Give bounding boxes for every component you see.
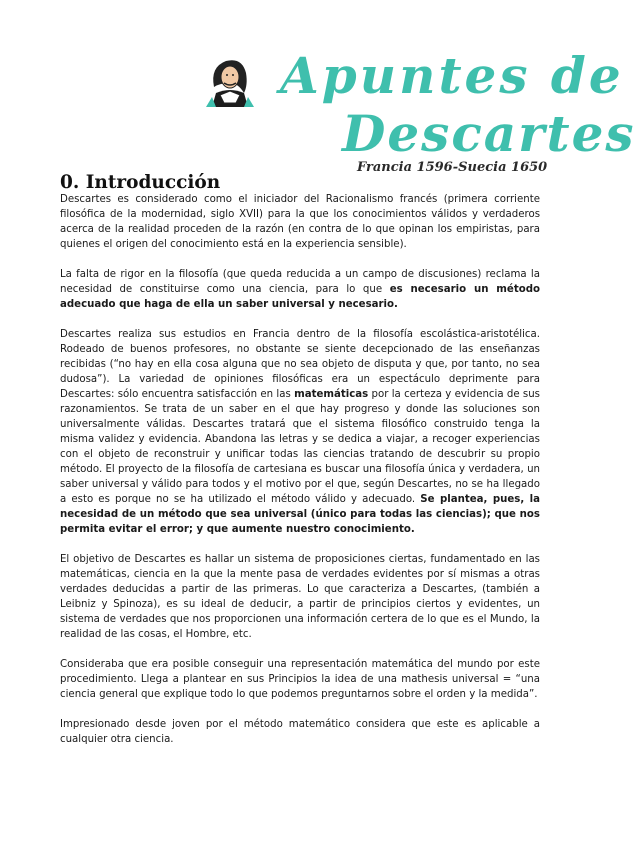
text-run: Impresionado desde joven por el método matemático considera que este es aplicable a cualquier otra ciencia.: [60, 719, 540, 745]
text-run: Descartes es considerado como el iniciador del Racionalismo francés (primera corriente filosófica de la modernidad, siglo XVII) para la que los conocimientos válidos y verdaderos acerca de la realidad proceden de la razón (en contra de lo que opinan los empiristas, para quienes el origen del conocimiento está en la experiencia sensible).: [60, 194, 540, 250]
title-line-2: Descartes: [342, 104, 636, 163]
text-run: Consideraba que era posible conseguir una representación matemática del mundo por este procedimiento. Llega a plantear en sus Principios la idea de una mathesis universal = “una ciencia general que explique todo lo que podemos preguntarnos sobre el orden y la medida”.: [60, 659, 540, 700]
text-run: El objetivo de Descartes es hallar un sistema de proposiciones ciertas, fundamentado en las matemáticas, ciencia en la que la mente pasa de verdades evidentes por sí mismas a otras verdades deducidas a partir de las primeras. Lo que caracteriza a Descartes, (también a Leibniz y Spinoza), es su ideal de deducir, a partir de principios ciertos y evidentes, un sistema de verdades que nos proporcionen una información certera de lo que es el Mundo, la realidad de las cosas, el Hombre, etc.: [60, 554, 540, 640]
section-heading: 0. Introducción: [60, 172, 221, 193]
paragraph: [60, 552, 540, 642]
descartes-portrait-icon: [202, 57, 258, 107]
bold-text: es necesario un método adecuado que haga de ella un saber universal y necesario.: [60, 284, 540, 310]
title-line-1: Apuntes de: [280, 46, 624, 105]
paragraph: [60, 657, 540, 702]
text-run: Descartes realiza sus estudios en Francia dentro de la filosofía escolástica-aristotélica. Rodeado de buenos profesores, no obstante se siente decepcionado de las enseñanzas recibidas (“no hay en ella cosa alguna que no sea objeto de disputa y que, por tanto, no sea dudosa”). La variedad de opiniones filosóficas era un espectáculo deprimente para Descartes: sólo encuentra satisfacción en las: [60, 329, 540, 400]
text-run: La falta de rigor en la filosofía (que queda reducida a un campo de discusiones) reclama la necesidad de constituirse como una ciencia, para lo que: [60, 269, 540, 295]
body-text: [60, 192, 540, 762]
paragraph: [60, 267, 540, 312]
paragraph: [60, 717, 540, 747]
bold-text: Se plantea, pues, la necesidad de un método que sea universal (único para todas las ciencias); que nos permita evitar el error; y que aumente nuestro conocimiento.: [60, 494, 541, 535]
bold-text: matemáticas: [294, 389, 369, 400]
text-run: por la certeza y evidencia de sus razonamientos. Se trata de un saber en el que hay progreso y donde las soluciones son universalmente válidas. Descartes tratará que el sistema filosófico construido tenga la misma validez y evidencia. Abandona las letras y se dedica a viajar, a recoger experiencias con el objeto de reconstruir y unificar todas las ciencias tratando de descubrir su propio método. El proyecto de la filosofía de cartesiana es buscar una filosofía única y verdadera, un saber universal y válido para todos y el motivo por el que, según Descartes, no se ha llegado a esto es porque no se ha utilizado el método válido y adecuado.: [60, 389, 540, 505]
document-subtitle: Francia 1596-Suecia 1650: [357, 160, 548, 175]
paragraph: [60, 327, 540, 537]
paragraph: [60, 192, 540, 252]
